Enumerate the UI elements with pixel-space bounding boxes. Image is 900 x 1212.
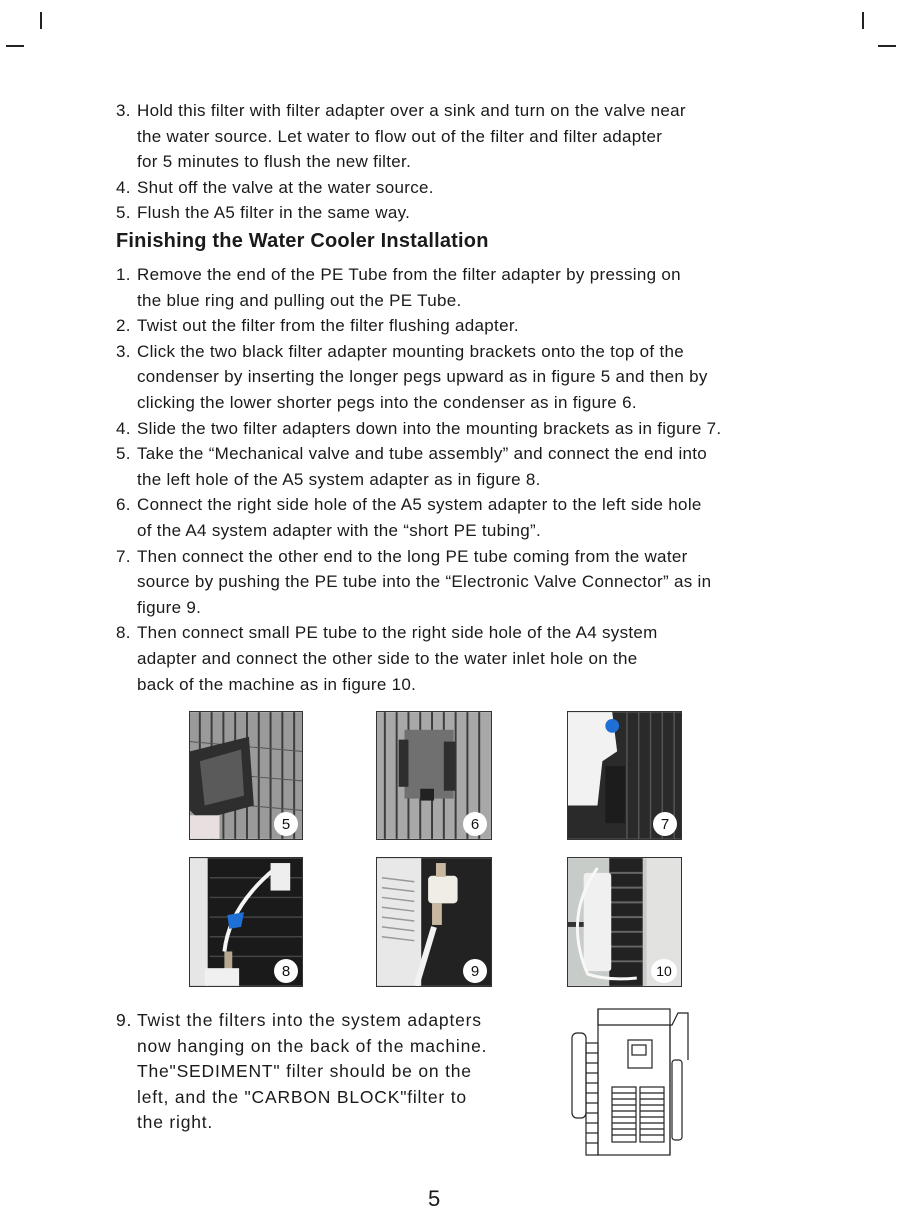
finish-step [116, 1008, 536, 1136]
crop-mark-top-left-vertical [40, 12, 42, 29]
step-number: 1. [116, 265, 131, 284]
finish-step [116, 416, 721, 442]
flush-step [116, 200, 686, 226]
crop-mark-top-right-horizontal [878, 45, 896, 47]
step-line: Hold this filter with filter adapter over a sink and turn on the valve near [137, 101, 686, 120]
step-line: the right. [137, 1112, 214, 1132]
finish-step [116, 492, 721, 543]
step-line: Twist out the filter from the filter flushing adapter. [137, 316, 519, 336]
figure-8 [189, 857, 303, 987]
step-line: Shut off the valve at the water source. [137, 177, 434, 197]
finish-step [116, 441, 721, 492]
step-line: clicking the lower shorter pegs into the condenser as in figure 6. [137, 392, 637, 412]
section-heading: Finishing the Water Cooler Installation [116, 230, 489, 252]
flush-steps [116, 98, 686, 226]
step-number: 6. [116, 495, 131, 515]
step-number: 5. [116, 444, 131, 464]
step-line: Then connect the other end to the long PE tube coming from the water [137, 546, 688, 566]
vent-left [612, 1087, 636, 1142]
crop-mark-top-right-vertical [862, 12, 864, 29]
step-line: the blue ring and pulling out the PE Tube. [137, 290, 462, 310]
step-line: the water source. Let water to flow out of the filter and filter adapter [137, 126, 663, 146]
flush-step [116, 98, 686, 175]
step-line: Remove the end of the PE Tube from the filter adapter by pressing on [137, 265, 681, 284]
step-line: adapter and connect the other side to the water inlet hole on the [137, 648, 638, 668]
figure-6 [376, 711, 492, 840]
step-number: 4. [116, 418, 131, 438]
step-number: 3. [116, 341, 131, 361]
step-line: source by pushing the PE tube into the “Electronic Valve Connector” as in [137, 572, 712, 592]
finish-steps [116, 262, 721, 697]
step-line: The"SEDIMENT" filter should be on the [137, 1061, 472, 1081]
figure-7 [567, 711, 682, 840]
step-line: figure 9. [137, 597, 202, 617]
filter-bracket [586, 1043, 598, 1155]
finish-step [116, 313, 721, 339]
step-line: Click the two black filter adapter mounting brackets onto the top of the [137, 341, 684, 361]
step-line: Take the “Mechanical valve and tube assembly” and connect the end into [137, 444, 708, 464]
step-number: 2. [116, 316, 131, 336]
step-line: for 5 minutes to flush the new filter. [137, 152, 412, 172]
step-number: 4. [116, 177, 131, 197]
step-line: Then connect small PE tube to the right side hole of the A4 system [137, 623, 658, 643]
figure-9 [376, 857, 492, 987]
crop-mark-top-left-horizontal [6, 45, 24, 47]
step-line: condenser by inserting the longer pegs upward as in figure 5 and then by [137, 367, 708, 387]
figure-number-badge: 7 [653, 812, 677, 836]
finish-step [116, 339, 721, 416]
step-line: the left hole of the A5 system adapter as in figure 8. [137, 469, 541, 489]
step-line: Flush the A5 filter in the same way. [137, 203, 411, 223]
step-number: 9. [116, 1010, 133, 1030]
step-line: now hanging on the back of the machine. [137, 1035, 488, 1056]
figure-number-badge: 6 [463, 812, 487, 836]
step-number: 3. [116, 101, 131, 120]
finish-step [116, 544, 721, 621]
final-step [116, 1008, 536, 1136]
figure-number-badge: 5 [274, 812, 298, 836]
step-line: Twist the filters into the system adapters [137, 1010, 482, 1030]
figure-number-badge: 9 [463, 959, 487, 983]
vent-right [640, 1087, 664, 1142]
figure-number-badge: 10 [651, 959, 677, 983]
step-line: of the A4 system adapter with the “short PE tubing”. [137, 520, 541, 540]
step-number: 7. [116, 546, 131, 566]
filter-cartridge [572, 1033, 586, 1118]
figure-5 [189, 711, 303, 840]
finish-step [116, 262, 721, 313]
page-number: 5 [428, 1186, 441, 1211]
machine-side-diagram [560, 1005, 690, 1160]
machine-body [598, 1009, 670, 1155]
step-line: Connect the right side hole of the A5 system adapter to the left side hole [137, 495, 702, 515]
step-line: back of the machine as in figure 10. [137, 674, 417, 694]
step-line: left, and the "CARBON BLOCK"filter to [137, 1086, 467, 1107]
step-line: Slide the two filter adapters down into the mounting brackets as in figure 7. [137, 418, 722, 438]
step-number: 8. [116, 623, 131, 643]
figure-number-badge: 8 [274, 959, 298, 983]
flush-step [116, 175, 686, 201]
figure-10 [567, 857, 682, 987]
finish-step [116, 620, 721, 697]
step-number: 5. [116, 203, 131, 223]
